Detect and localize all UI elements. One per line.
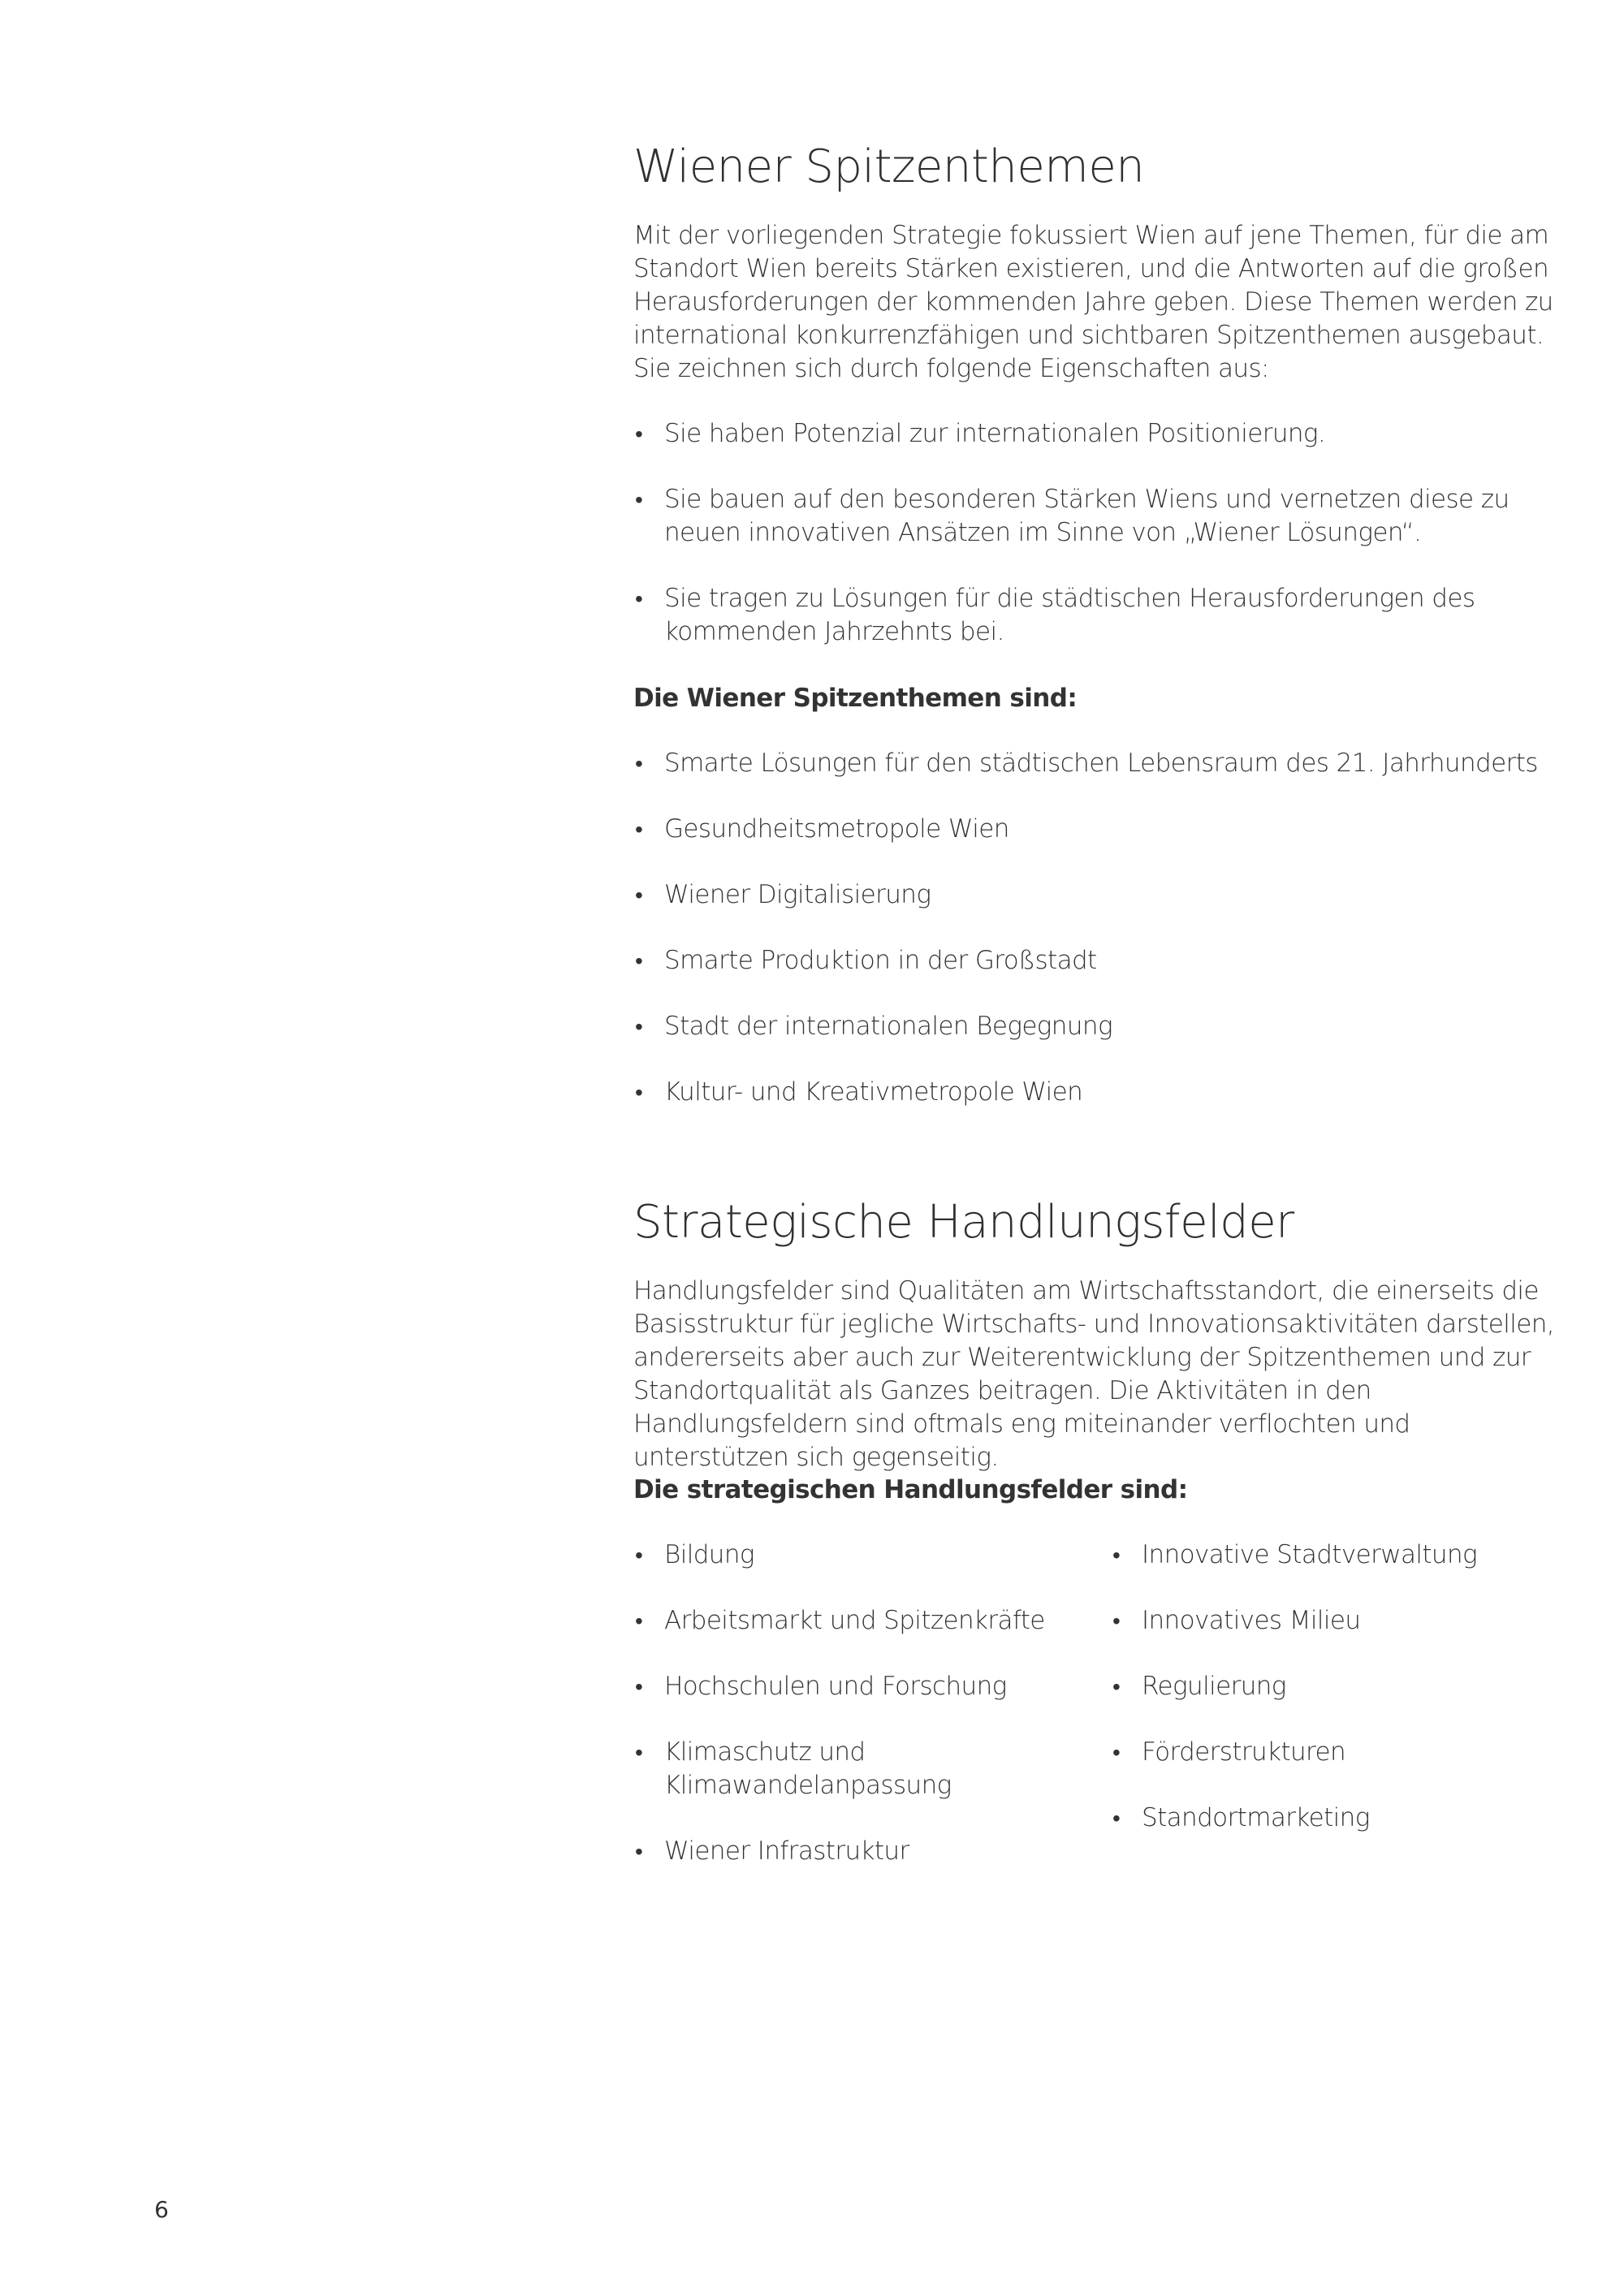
list-item: • Bildung: [633, 1539, 1088, 1572]
list-item: • Arbeitsmarkt und Spitzenkräfte: [633, 1604, 1088, 1638]
section-title-spitzenthemen: Wiener Spitzenthemen: [633, 140, 1145, 193]
topics-list: [633, 747, 1567, 1142]
list-item: • Sie bauen auf den besonderen Stärken Wiens und vernetzen diese zu neuen innovativen Ansätzen im Sinne von „Wiener Lösungen“.: [633, 483, 1567, 550]
list-item: • Innovatives Milieu: [1111, 1604, 1566, 1638]
fields-list-right: [1111, 1539, 1566, 1867]
list-item: • Hochschulen und Forschung: [633, 1670, 1088, 1703]
fields-list-left: [633, 1539, 1088, 1901]
section-intro-paragraph: Mit der vorliegenden Strategie fokussiert Wien auf jene Themen, für die am Standort Wien bereits Stärken existieren, und die Antworten auf die großen Herausforderungen der kommenden Jahre geben. Diese Themen werden zu international konkurrenzfähigen und sichtbaren Spitzenthemen ausgebaut. Sie zeichnen sich durch folgende Eigenschaften aus:: [633, 221, 1553, 383]
list-item: • Regulierung: [1111, 1670, 1566, 1703]
list-item: • Smarte Lösungen für den städtischen Lebensraum des 21. Jahrhunderts: [633, 747, 1567, 780]
section-title-handlungsfelder: Strategische Handlungsfelder: [633, 1196, 1294, 1249]
list-item: • Förderstrukturen: [1111, 1736, 1566, 1769]
topics-list-label: Die Wiener Spitzenthemen sind:: [633, 684, 1078, 713]
fields-list-label: Die strategischen Handlungsfelder sind:: [633, 1475, 1188, 1504]
list-item: • Gesundheitsmetropole Wien: [633, 813, 1567, 846]
list-item: • Kultur- und Kreativmetropole Wien: [633, 1076, 1567, 1109]
properties-list: [633, 417, 1567, 681]
list-item: • Innovative Stadtverwaltung: [1111, 1539, 1566, 1572]
page-number: 6: [154, 2196, 169, 2223]
list-item: • Standortmarketing: [1111, 1802, 1566, 1835]
list-item: • Klimaschutz und Klimawandelanpassung: [633, 1736, 1088, 1802]
list-item: • Wiener Digitalisierung: [633, 878, 1567, 912]
list-item: • Sie tragen zu Lösungen für die städtischen Herausforderungen des kommenden Jahrzehnts bei.: [633, 582, 1567, 649]
list-item: • Wiener Infrastruktur: [633, 1835, 1088, 1868]
list-item: • Smarte Produktion in der Großstadt: [633, 944, 1567, 978]
list-item: • Stadt der internationalen Begegnung: [633, 1010, 1567, 1043]
list-item: • Sie haben Potenzial zur internationalen Positionierung.: [633, 417, 1567, 451]
section-intro-paragraph: Handlungsfelder sind Qualitäten am Wirtschaftsstandort, die einerseits die Basisstruktur für jegliche Wirtschafts- und Innovationsaktivitäten darstellen, andererseits aber auch zur Weiterentwicklung der Spitzenthemen und zur Standortqualität als Ganzes beitragen. Die Aktivitäten in den Handlungsfeldern sind oftmals eng miteinander verflochten und unterstützen sich gegenseitig.: [633, 1276, 1555, 1472]
